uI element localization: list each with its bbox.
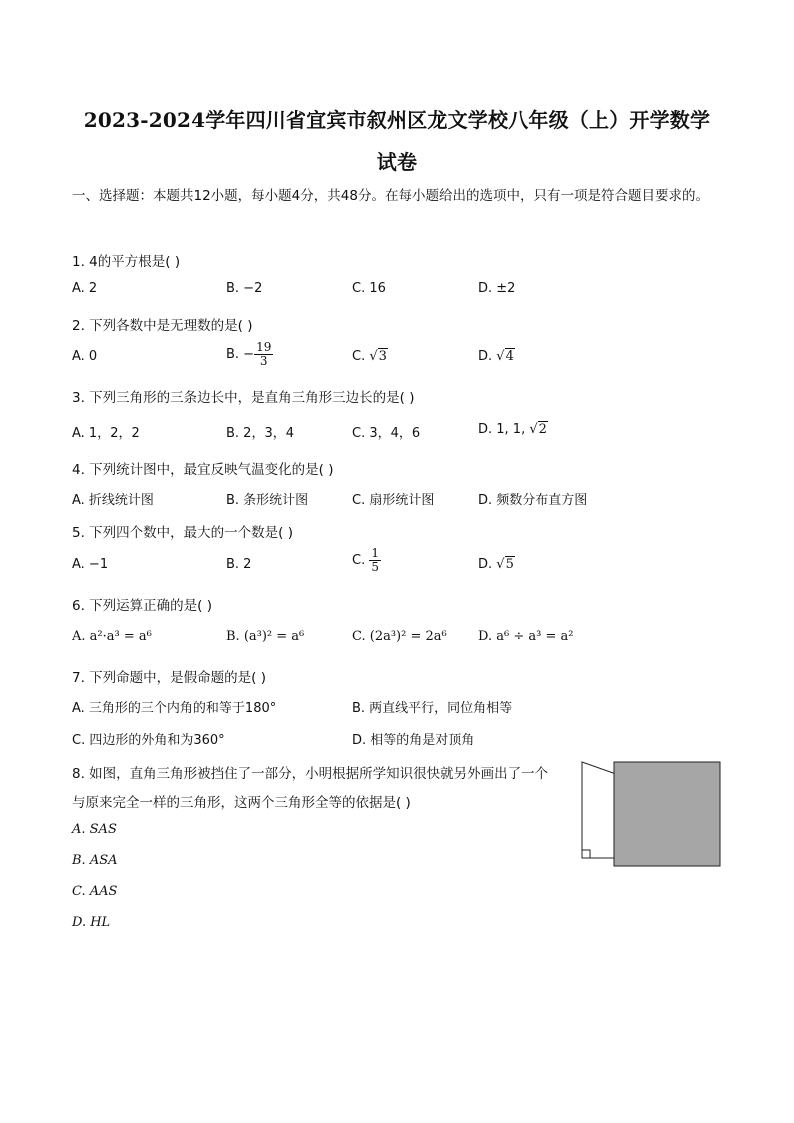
question-1-stem: 1. 4的平方根是( ) (72, 254, 181, 270)
partial-triangle (582, 762, 616, 858)
q2-option-d-prefix: D. (478, 349, 497, 364)
q7-option-b: B. 两直线平行，同位角相等 (352, 701, 513, 716)
question-5-stem: 5. 下列四个数中，最大的一个数是( ) (72, 525, 293, 541)
q5-option-c-prefix: C. (352, 553, 370, 568)
q8-option-b: B. ASA (72, 853, 118, 868)
q7-option-a: A. 三角形的三个内角的和等于180° (72, 701, 277, 716)
question-2-stem: 2. 下列各数中是无理数的是( ) (72, 318, 253, 334)
q3-option-b: B. 2，3，4 (226, 426, 294, 441)
q2-b-denominator: 3 (259, 354, 268, 368)
q5-c-denominator: 5 (371, 560, 379, 574)
q5-option-c (352, 547, 381, 574)
q1-option-c: C. 16 (352, 281, 386, 296)
q6-option-a: A. a²·a³ = a⁶ (72, 629, 152, 644)
q2-d-radicand: 4 (505, 349, 514, 364)
q5-option-d (478, 557, 515, 572)
q2-option-b-prefix: B. − (226, 347, 255, 362)
q5-option-a: A. −1 (72, 557, 109, 572)
q8-option-d: D. HL (72, 915, 111, 930)
q3-option-d-prefix: D. 1, 1, (478, 422, 530, 437)
q3-d-sqrt: √2 (529, 422, 547, 437)
q4-option-d: D. 频数分布直方图 (478, 493, 588, 508)
q8-figure (580, 760, 722, 870)
q4-option-b: B. 条形统计图 (226, 493, 309, 508)
q1-option-a: A. 2 (72, 281, 98, 296)
q2-option-c (352, 349, 388, 364)
q3-d-radicand: 2 (538, 422, 547, 437)
q4-option-a: A. 折线统计图 (72, 493, 154, 508)
covering-square (614, 762, 720, 866)
q2-c-radicand: 3 (378, 349, 387, 364)
q5-option-d-prefix: D. (478, 557, 497, 572)
q6-option-d: D. a⁶ ÷ a³ = a² (478, 629, 574, 644)
q1-option-d: D. ±2 (478, 281, 516, 296)
q7-option-c: C. 四边形的外角和为360° (72, 733, 225, 748)
q2-option-c-prefix: C. (352, 349, 370, 364)
q5-d-sqrt: √5 (496, 557, 514, 572)
section-heading: 一、选择题：本题共12小题，每小题4分，共48分。在每小题给出的选项中，只有一项是符合题目要求的。 (72, 188, 709, 204)
question-6-stem: 6. 下列运算正确的是( ) (72, 598, 212, 614)
q3-option-a: A. 1，2，2 (72, 426, 140, 441)
question-7-stem: 7. 下列命题中，是假命题的是( ) (72, 670, 266, 686)
q2-b-numerator: 19 (256, 340, 272, 354)
q2-option-a: A. 0 (72, 349, 98, 364)
q5-c-numerator: 1 (371, 546, 379, 560)
q5-d-radicand: 5 (505, 557, 514, 572)
q2-option-b-fraction (254, 341, 273, 368)
q2-c-sqrt: √3 (369, 349, 387, 364)
q3-option-d (478, 422, 548, 437)
q8-option-a: A. SAS (72, 822, 117, 837)
q2-d-sqrt: √4 (496, 349, 514, 364)
q3-option-c: C. 3，4，6 (352, 426, 421, 441)
question-4-stem: 4. 下列统计图中，最宜反映气温变化的是( ) (72, 462, 334, 478)
q1-option-b: B. −2 (226, 281, 263, 296)
q2-option-d (478, 349, 515, 364)
q6-option-b: B. (a³)² = a⁶ (226, 629, 305, 644)
q5-c-fraction (369, 547, 381, 574)
q7-option-d: D. 相等的角是对顶角 (352, 733, 475, 748)
q5-option-b: B. 2 (226, 557, 252, 572)
q2-option-b (226, 341, 273, 368)
question-8-stem-line2: 与原来完全一样的三角形，这两个三角形全等的依据是( ) (72, 795, 411, 811)
exam-title-line2: 试卷 (376, 150, 418, 174)
q8-option-c: C. AAS (72, 884, 118, 899)
question-8-stem-line1: 8. 如图，直角三角形被挡住了一部分，小明根据所学知识很快就另外画出了一个 (72, 766, 549, 782)
question-3-stem: 3. 下列三角形的三条边长中，是直角三角形三边长的是( ) (72, 390, 415, 406)
q4-option-c: C. 扇形统计图 (352, 493, 435, 508)
q6-option-c: C. (2a³)² = 2a⁶ (352, 629, 447, 644)
exam-title-line1: 2023-2024学年四川省宜宾市叙州区龙文学校八年级（上）开学数学 (83, 108, 711, 132)
